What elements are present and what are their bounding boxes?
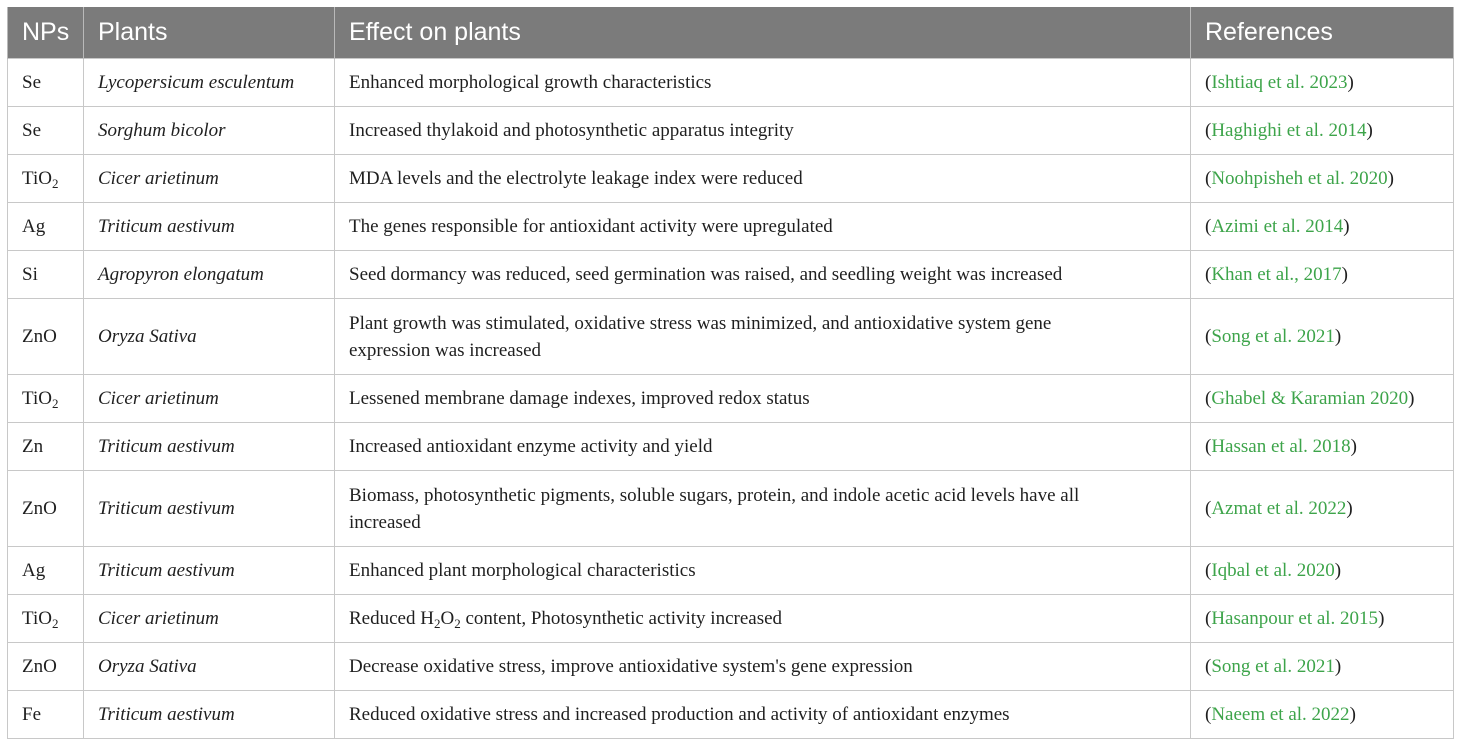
table-container <box>7 7 1453 739</box>
effect-cell: Enhanced plant morphological characteristics <box>335 547 1191 595</box>
effect-cell: MDA levels and the electrolyte leakage index were reduced <box>335 155 1191 203</box>
header-references: References <box>1191 7 1454 59</box>
reference-cell: (Naeem et al. 2022) <box>1191 691 1454 739</box>
effect-cell: Increased thylakoid and photosynthetic apparatus integrity <box>335 107 1191 155</box>
reference-link[interactable]: Hasanpour et al. 2015 <box>1211 608 1379 629</box>
np-cell: Fe <box>8 691 84 739</box>
table-row <box>8 107 1454 155</box>
plant-cell: Triticum aestivum <box>84 203 335 251</box>
np-cell: Ag <box>8 547 84 595</box>
table-row <box>8 423 1454 471</box>
plant-cell: Cicer arietinum <box>84 155 335 203</box>
header-plants: Plants <box>84 7 335 59</box>
table-row <box>8 547 1454 595</box>
effect-cell: Biomass, photosynthetic pigments, soluble sugars, protein, and indole acetic acid levels have all increased <box>335 471 1191 547</box>
plant-cell: Oryza Sativa <box>84 299 335 375</box>
reference-cell: (Hasanpour et al. 2015) <box>1191 595 1454 643</box>
reference-cell: (Noohpisheh et al. 2020) <box>1191 155 1454 203</box>
np-cell: TiO$_2$ <box>8 155 84 203</box>
plant-cell: Triticum aestivum <box>84 471 335 547</box>
effect-cell: Plant growth was stimulated, oxidative stress was minimized, and antioxidative system gene expression was increased <box>335 299 1191 375</box>
effect-cell: The genes responsible for antioxidant activity were upregulated <box>335 203 1191 251</box>
reference-cell: (Khan et al., 2017) <box>1191 251 1454 299</box>
effect-cell: Seed dormancy was reduced, seed germination was raised, and seedling weight was increased <box>335 251 1191 299</box>
reference-cell: (Song et al. 2021) <box>1191 299 1454 375</box>
reference-link[interactable]: Song et al. 2021 <box>1211 656 1335 677</box>
header-nps: NPs <box>8 7 84 59</box>
table-row <box>8 59 1454 107</box>
plant-cell: Oryza Sativa <box>84 643 335 691</box>
np-cell: Se <box>8 59 84 107</box>
table-row <box>8 691 1454 739</box>
reference-link[interactable]: Khan et al., 2017 <box>1211 264 1342 285</box>
reference-link[interactable]: Azmat et al. 2022 <box>1211 498 1347 519</box>
table-body <box>8 59 1454 739</box>
np-cell: ZnO <box>8 643 84 691</box>
np-cell: Zn <box>8 423 84 471</box>
table-row <box>8 643 1454 691</box>
effect-cell: Enhanced morphological growth characteristics <box>335 59 1191 107</box>
nanoparticle-effects-table <box>7 7 1454 739</box>
table-row <box>8 299 1454 375</box>
np-cell: TiO$_2$ <box>8 595 84 643</box>
plant-cell: Cicer arietinum <box>84 595 335 643</box>
reference-link[interactable]: Azimi et al. 2014 <box>1211 216 1344 237</box>
table-row <box>8 595 1454 643</box>
np-cell: Se <box>8 107 84 155</box>
np-cell: TiO$_2$ <box>8 375 84 423</box>
table-row <box>8 375 1454 423</box>
plant-cell: Cicer arietinum <box>84 375 335 423</box>
np-cell: ZnO <box>8 471 84 547</box>
reference-cell: (Ishtiaq et al. 2023) <box>1191 59 1454 107</box>
reference-cell: (Ghabel & Karamian 2020) <box>1191 375 1454 423</box>
np-cell: Si <box>8 251 84 299</box>
plant-cell: Agropyron elongatum <box>84 251 335 299</box>
np-cell: Ag <box>8 203 84 251</box>
plant-cell: Sorghum bicolor <box>84 107 335 155</box>
reference-cell: (Iqbal et al. 2020) <box>1191 547 1454 595</box>
table-row <box>8 203 1454 251</box>
np-cell: ZnO <box>8 299 84 375</box>
reference-link[interactable]: Ishtiaq et al. 2023 <box>1211 72 1348 93</box>
reference-link[interactable]: Haghighi et al. 2014 <box>1211 120 1367 141</box>
reference-link[interactable]: Naeem et al. 2022 <box>1211 704 1350 725</box>
effect-cell: Reduced $H_2O_2$ content, Photosynthetic activity increased <box>335 595 1191 643</box>
reference-link[interactable]: Noohpisheh et al. 2020 <box>1211 168 1388 189</box>
effect-cell: Lessened membrane damage indexes, improved redox status <box>335 375 1191 423</box>
table-header <box>8 7 1454 59</box>
effect-cell: Reduced oxidative stress and increased production and activity of antioxidant enzymes <box>335 691 1191 739</box>
reference-link[interactable]: Song et al. 2021 <box>1211 326 1335 347</box>
effect-cell: Increased antioxidant enzyme activity and yield <box>335 423 1191 471</box>
table-row <box>8 251 1454 299</box>
reference-cell: (Haghighi et al. 2014) <box>1191 107 1454 155</box>
reference-link[interactable]: Hassan et al. 2018 <box>1211 436 1351 457</box>
plant-cell: Triticum aestivum <box>84 423 335 471</box>
header-row <box>8 7 1454 59</box>
reference-cell: (Azmat et al. 2022) <box>1191 471 1454 547</box>
plant-cell: Triticum aestivum <box>84 691 335 739</box>
table-row <box>8 155 1454 203</box>
table-row <box>8 471 1454 547</box>
reference-cell: (Hassan et al. 2018) <box>1191 423 1454 471</box>
reference-link[interactable]: Iqbal et al. 2020 <box>1211 560 1335 581</box>
plant-cell: Lycopersicum esculentum <box>84 59 335 107</box>
reference-link[interactable]: Ghabel & Karamian 2020 <box>1211 388 1409 409</box>
plant-cell: Triticum aestivum <box>84 547 335 595</box>
reference-cell: (Song et al. 2021) <box>1191 643 1454 691</box>
effect-cell: Decrease oxidative stress, improve antioxidative system's gene expression <box>335 643 1191 691</box>
header-effect: Effect on plants <box>335 7 1191 59</box>
reference-cell: (Azimi et al. 2014) <box>1191 203 1454 251</box>
